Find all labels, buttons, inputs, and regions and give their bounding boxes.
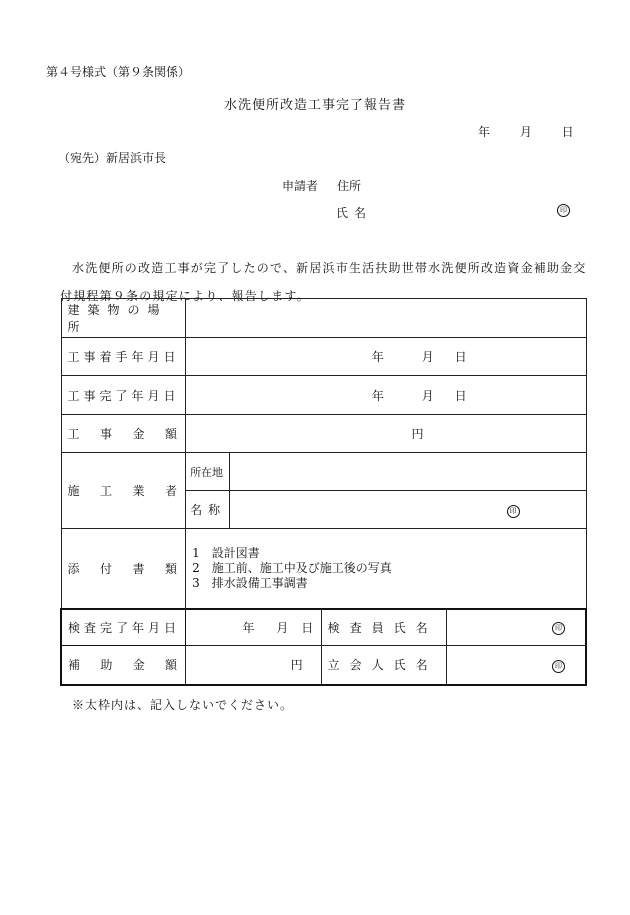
contractor-label-char: 者 [165,484,178,498]
body-paragraph: 水洗便所の改造工事が完了したので、新居浜市生活扶助世帯水洗便所改造資金補助金交付規程第９条の規定により、報告します。 [60,261,587,303]
witness-label-cell [321,646,446,685]
contractor-location-field[interactable] [229,453,586,491]
date-month: 月 [519,125,532,139]
subsidy-label-cell [61,646,186,685]
subsidy-yen: 円 [290,658,303,673]
attachment-item: 2 施工前、施工中及び施工後の写真 [192,560,392,575]
row-cost [61,415,586,453]
report-table [60,298,587,686]
contractor-label-cell [61,453,186,529]
inspection-month: 月 [276,620,289,635]
applicant-name-label: 氏名 [336,206,373,220]
attachments-label-char: 書 [132,561,145,576]
row-start-date [61,338,586,376]
completion-year: 年 [371,388,384,403]
start-date-field[interactable] [186,338,586,376]
contractor-name-label: 名称 [186,491,230,529]
inspector-name-field[interactable] [447,609,586,646]
contractor-label-char: 工 [100,484,113,498]
applicant-address-label: 住所 [337,179,362,193]
footnote: ※太枠内は、記入しないでください。 [72,698,294,712]
addressee: （宛先）新居浜市長 [58,151,167,165]
subsidy-label-char: 額 [165,658,178,673]
witness-seal-icon: 印 [552,660,565,673]
date-year: 年 [478,125,491,139]
attachments-label-char: 添 [67,561,80,576]
row-building-location [61,299,586,338]
attachment-item: 1 設計図書 [192,545,260,560]
building-location-label: 建築物の場所 [61,299,186,338]
subsidy-label [62,656,185,673]
inspector-name-label: 検査員氏名 [327,620,438,635]
contractor-label-char: 施 [67,484,80,498]
contractor-name-field[interactable] [229,491,586,529]
cost-field[interactable] [186,415,586,453]
report-date[interactable] [478,123,574,140]
inspection-day: 日 [301,620,314,635]
row-attachments [61,529,586,609]
subsidy-field[interactable] [186,646,322,685]
witness-name-label: 立会人氏名 [327,658,438,673]
completion-day: 日 [454,388,467,403]
row-contractor-location [61,453,586,491]
row-subsidy [61,646,586,685]
inspection-date-label: 検査完了年月日 [61,609,186,646]
start-year: 年 [371,350,384,364]
attachments-label-char: 類 [165,561,178,576]
attachments-label-cell [61,529,186,609]
cost-label-cell [61,415,186,453]
contractor-location-label: 所在地 [186,453,230,491]
applicant-seal-icon: 印 [557,204,570,217]
completion-date-field[interactable] [186,376,586,415]
form-number: 第４号様式（第９条関係） [46,65,191,79]
document-title: 水洗便所改造工事完了報告書 [223,98,406,113]
row-completion-date [61,376,586,415]
inspector-seal-icon: 印 [552,622,565,635]
subsidy-label-char: 金 [132,658,145,673]
cost-label-char: 額 [165,427,178,441]
applicant-label: 申請者 [282,179,319,193]
inspector-label-cell [321,609,446,646]
cost-yen: 円 [411,427,424,441]
start-month: 月 [421,350,434,364]
cost-label-char: 工 [67,427,80,441]
contractor-seal-icon: 印 [507,505,520,518]
completion-date-label: 工事完了年月日 [61,376,186,415]
row-inspection [61,609,586,646]
inspection-date-field[interactable] [186,609,322,646]
cost-label [62,425,186,442]
start-date-label: 工事着手年月日 [61,338,186,376]
contractor-label-char: 業 [132,484,145,498]
attachments-label-char: 付 [100,561,113,576]
subsidy-label-char: 補 [68,658,81,673]
cost-label-char: 金 [132,427,145,441]
subsidy-label-char: 助 [100,658,113,673]
attachments-label [62,560,186,577]
inspection-year: 年 [242,620,255,635]
date-day: 日 [561,125,574,139]
cost-label-char: 事 [100,427,113,441]
building-location-field[interactable] [186,299,586,338]
contractor-label [62,482,186,499]
completion-month: 月 [421,388,434,403]
attachments-list [186,529,586,609]
witness-name-field[interactable] [447,646,586,685]
start-day: 日 [454,350,467,364]
attachment-item: 3 排水設備工事調書 [192,575,308,590]
